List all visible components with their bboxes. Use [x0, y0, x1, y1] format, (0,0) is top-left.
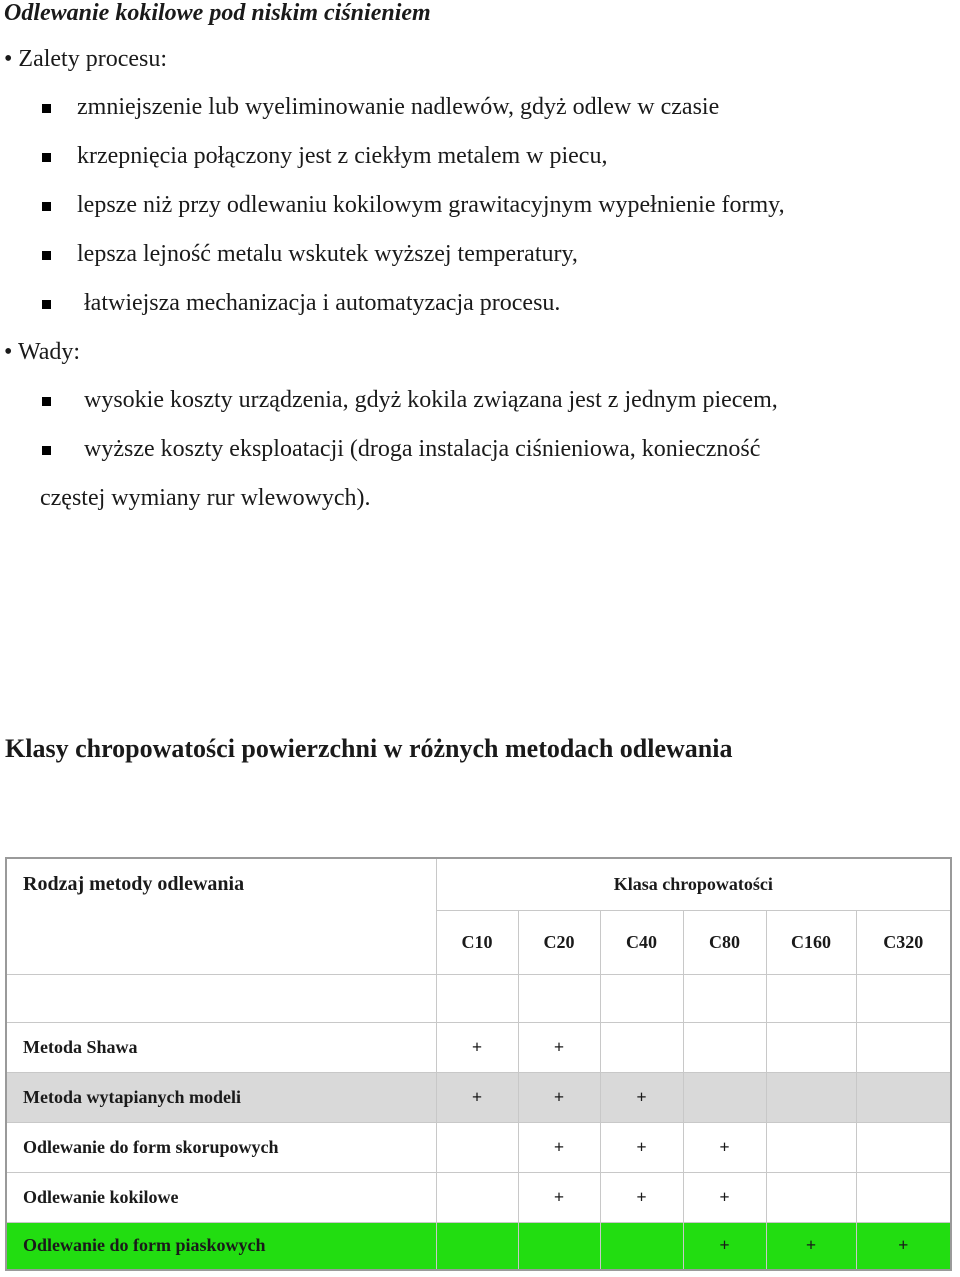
- square-bullet-icon: [42, 397, 51, 406]
- advantage-item: krzepnięcia połączony jest z ciekłym metalem w piecu,: [77, 143, 608, 169]
- mark-cell: +: [518, 1022, 600, 1072]
- square-bullet-icon: [42, 251, 51, 260]
- mark-cell: +: [600, 1172, 683, 1222]
- square-bullet-icon: [42, 153, 51, 162]
- table-row: [6, 1072, 951, 1122]
- mark-cell: [856, 1022, 951, 1072]
- mark-cell: +: [518, 1122, 600, 1172]
- mark-cell: [766, 1072, 856, 1122]
- mark-cell: +: [683, 1222, 766, 1270]
- square-bullet-icon: [42, 446, 51, 455]
- mark-cell: +: [856, 1222, 951, 1270]
- mark-cell: [600, 1022, 683, 1072]
- row-name: Odlewanie do form piaskowych: [6, 1222, 436, 1270]
- disadvantage-continuation: częstej wymiany rur wlewowych).: [40, 485, 371, 511]
- class-header: C160: [766, 910, 856, 974]
- mark-cell: +: [518, 1172, 600, 1222]
- mark-cell: +: [766, 1222, 856, 1270]
- class-header: C320: [856, 910, 951, 974]
- mark-cell: [436, 1172, 518, 1222]
- mark-cell: [518, 1222, 600, 1270]
- class-header: C40: [600, 910, 683, 974]
- header-method: Rodzaj metody odlewania: [6, 858, 436, 974]
- mark-cell: [766, 1022, 856, 1072]
- mark-cell: [436, 1222, 518, 1270]
- table-row: [6, 1122, 951, 1172]
- table-row: [6, 1172, 951, 1222]
- mark-cell: +: [600, 1122, 683, 1172]
- class-header: C80: [683, 910, 766, 974]
- mark-cell: [766, 1122, 856, 1172]
- mark-cell: +: [436, 1022, 518, 1072]
- mark-cell: [683, 1022, 766, 1072]
- advantage-item: łatwiejsza mechanizacja i automatyzacja procesu.: [84, 290, 561, 316]
- advantage-item: lepsza lejność metalu wskutek wyższej temperatury,: [77, 241, 578, 267]
- disadvantage-item: wysokie koszty urządzenia, gdyż kokila związana jest z jednym piecem,: [84, 387, 778, 413]
- row-name: Odlewanie kokilowe: [6, 1172, 436, 1222]
- square-bullet-icon: [42, 104, 51, 113]
- mark-cell: [856, 1072, 951, 1122]
- disadvantages-heading: • Wady:: [4, 339, 81, 365]
- mark-cell: [766, 1172, 856, 1222]
- advantage-item: lepsze niż przy odlewaniu kokilowym grawitacyjnym wypełnienie formy,: [77, 192, 785, 218]
- square-bullet-icon: [42, 300, 51, 309]
- spacer-row: [6, 974, 951, 1022]
- class-header: C10: [436, 910, 518, 974]
- mark-cell: +: [600, 1072, 683, 1122]
- mark-cell: [600, 1222, 683, 1270]
- mark-cell: [436, 1122, 518, 1172]
- page-title: Odlewanie kokilowe pod niskim ciśnieniem: [4, 0, 431, 26]
- class-header: C20: [518, 910, 600, 974]
- table-row: [6, 1022, 951, 1072]
- square-bullet-icon: [42, 202, 51, 211]
- section-title: Klasy chropowatości powierzchni w różnych metodach odlewania: [5, 734, 733, 763]
- mark-cell: [856, 1172, 951, 1222]
- roughness-table: [5, 857, 952, 1271]
- mark-cell: +: [436, 1072, 518, 1122]
- disadvantage-item: wyższe koszty eksploatacji (droga instalacja ciśnieniowa, konieczność: [84, 436, 761, 462]
- row-name: Odlewanie do form skorupowych: [6, 1122, 436, 1172]
- table-row: [6, 1222, 951, 1270]
- advantage-item: zmniejszenie lub wyeliminowanie nadlewów, gdyż odlew w czasie: [77, 94, 720, 120]
- row-name: Metoda Shawa: [6, 1022, 436, 1072]
- row-name: Metoda wytapianych modeli: [6, 1072, 436, 1122]
- mark-cell: +: [518, 1072, 600, 1122]
- advantages-heading: • Zalety procesu:: [4, 46, 168, 72]
- mark-cell: [683, 1072, 766, 1122]
- header-class: Klasa chropowatości: [436, 858, 951, 910]
- mark-cell: [856, 1122, 951, 1172]
- mark-cell: +: [683, 1122, 766, 1172]
- mark-cell: +: [683, 1172, 766, 1222]
